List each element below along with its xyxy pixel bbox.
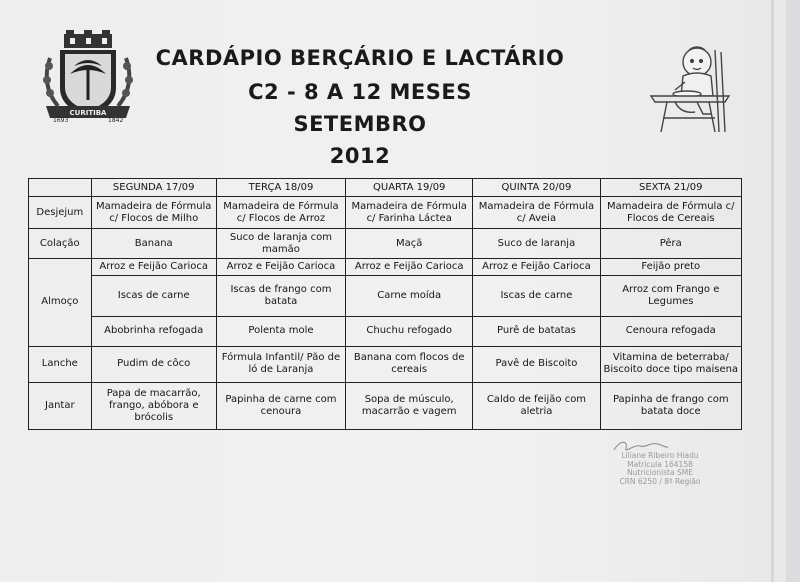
age-group-subtitle: C2 - 8 A 12 MESES (248, 80, 472, 104)
day-header: SEGUNDA 17/09 (91, 179, 216, 197)
menu-cell: Cenoura refogada (600, 316, 741, 346)
menu-cell: Suco de laranja (473, 229, 600, 259)
nutritionist-name: Liliane Ribeiro Hiadu (621, 451, 699, 460)
menu-cell: Polenta mole (216, 316, 345, 346)
table-row-almoco-2 (29, 276, 742, 317)
menu-cell: Vitamina de beterraba/ Biscoito doce tipo maisena (600, 346, 741, 382)
table-row-desjejum (29, 197, 742, 229)
scan-edge-shadow (786, 0, 800, 582)
day-header: SEXTA 21/09 (600, 179, 741, 197)
menu-cell: Mamadeira de Fórmula c/ Flocos de Milho (91, 197, 216, 229)
menu-cell: Iscas de carne (473, 276, 600, 317)
table-row-jantar (29, 382, 742, 429)
menu-cell: Mamadeira de Fórmula c/ Flocos de Arroz (216, 197, 345, 229)
scan-edge (771, 0, 774, 582)
nutritionist-registration: Matrícula 164158 (627, 459, 693, 469)
year-title: 2012 (329, 144, 391, 168)
menu-table (28, 178, 742, 430)
table-header-row (29, 179, 742, 197)
menu-title: CARDÁPIO BERÇÁRIO E LACTÁRIO (155, 46, 565, 70)
table-row-almoco-3 (29, 316, 742, 346)
menu-cell: Mamadeira de Fórmula c/ Flocos de Cereais (600, 197, 741, 229)
menu-cell: Maçã (346, 229, 473, 259)
menu-cell: Arroz e Feijão Carioca (346, 259, 473, 276)
corner-cell (29, 179, 92, 197)
menu-cell: Carne moída (346, 276, 473, 317)
menu-cell: Papa de macarrão, frango, abóbora e brócolis (91, 382, 216, 429)
month-title: SETEMBRO (293, 112, 427, 136)
menu-cell: Purê de batatas (473, 316, 600, 346)
nutritionist-crn: CRN 6250 / 8ª Região (619, 476, 701, 486)
menu-cell: Pêra (600, 229, 741, 259)
crest-ribbon-text: CURITIBA (69, 109, 107, 117)
table-row-colacao (29, 229, 742, 259)
menu-cell: Arroz e Feijão Carioca (91, 259, 216, 276)
menu-cell: Pavê de Biscoito (473, 346, 600, 382)
meal-label: Jantar (29, 382, 92, 429)
menu-cell: Arroz e Feijão Carioca (216, 259, 345, 276)
crest-year-left: 1693 (53, 117, 69, 124)
menu-cell: Mamadeira de Fórmula c/ Aveia (473, 197, 600, 229)
menu-cell: Caldo de feijão com aletria (473, 382, 600, 429)
menu-cell: Chuchu refogado (346, 316, 473, 346)
crest-year-right: 1842 (108, 117, 124, 124)
menu-cell: Mamadeira de Fórmula c/ Farinha Láctea (346, 197, 473, 229)
table-row-lanche (29, 346, 742, 382)
nutritionist-role: Nutricionista SME (627, 468, 693, 477)
menu-cell: Arroz e Feijão Carioca (473, 259, 600, 276)
menu-cell: Iscas de carne (91, 276, 216, 317)
menu-cell: Abobrinha refogada (91, 316, 216, 346)
table-row-almoco-1 (29, 259, 742, 276)
menu-cell: Arroz com Frango e Legumes (600, 276, 741, 317)
menu-cell: Sopa de músculo, macarrão e vagem (346, 382, 473, 429)
meal-label: Desjejum (29, 197, 92, 229)
menu-cell: Suco de laranja com mamão (216, 229, 345, 259)
meal-label: Colação (29, 229, 92, 259)
menu-cell: Iscas de frango com batata (216, 276, 345, 317)
meal-label: Almoço (29, 259, 92, 347)
city-crest-icon (40, 30, 136, 124)
menu-cell: Banana (91, 229, 216, 259)
menu-cell: Papinha de frango com batata doce (600, 382, 741, 429)
day-header: QUARTA 19/09 (346, 179, 473, 197)
baby-highchair-icon (645, 40, 733, 138)
menu-cell: Feijão preto (600, 259, 741, 276)
menu-cell: Banana com flocos de cereais (346, 346, 473, 382)
menu-cell: Fórmula Infantil/ Pão de ló de Laranja (216, 346, 345, 382)
day-header: TERÇA 18/09 (216, 179, 345, 197)
nutritionist-stamp (585, 438, 735, 488)
menu-cell: Pudim de côco (91, 346, 216, 382)
meal-label: Lanche (29, 346, 92, 382)
day-header: QUINTA 20/09 (473, 179, 600, 197)
menu-cell: Papinha de carne com cenoura (216, 382, 345, 429)
